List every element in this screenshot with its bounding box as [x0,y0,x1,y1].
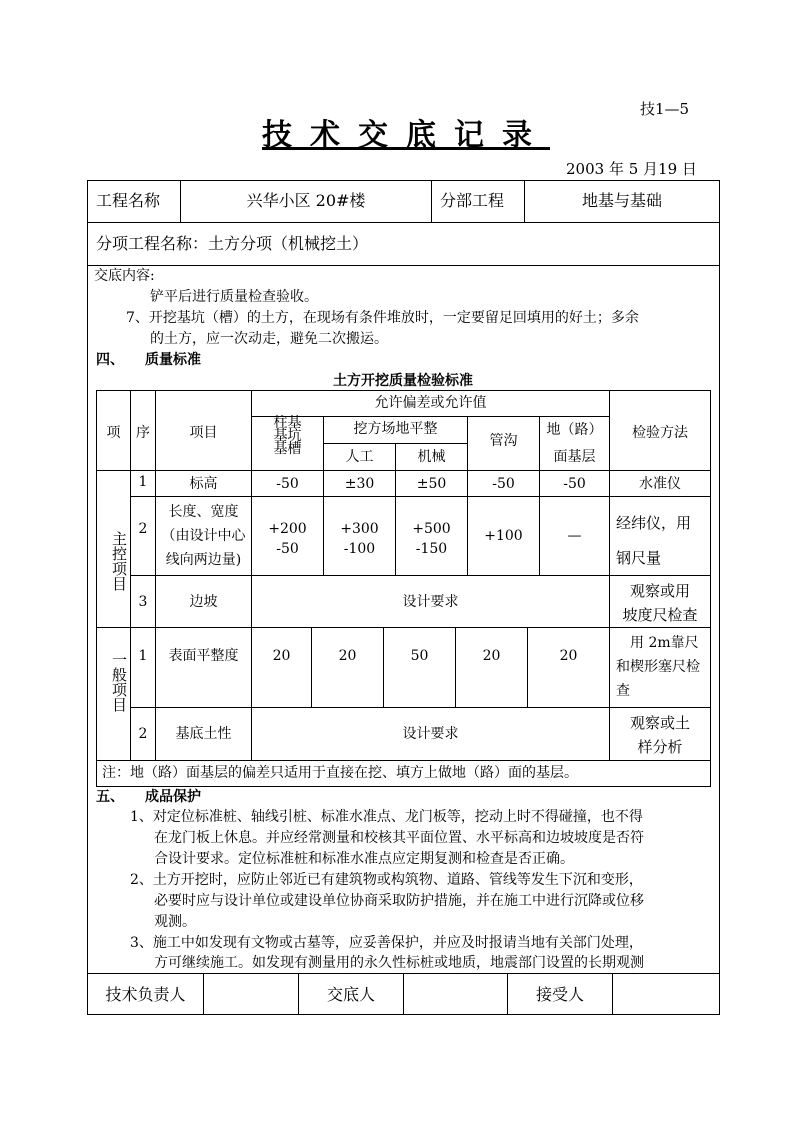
row-divider [87,265,720,266]
row-item-name: 表面平整度 [168,648,239,664]
row-value: 设计要求 [402,726,459,742]
row-seq: 2 [138,521,148,537]
row-item-name: 标高 [189,476,218,492]
frame-top [87,180,720,181]
group-general: 一般项目 [110,652,128,712]
document-code: 技1—5 [640,100,690,118]
row-value: ±50 [416,476,447,492]
row-value: — [567,528,582,544]
protection-paragraph-3: 3、施工中如发现有文物或古墓等，应妥善保护，并应及时报请当地有关部门处理， 方可继续施工。如发现有测量用的永久性标桩或地质，地震部门设置的长期观测 [130,935,644,971]
header-item-group: 项 [106,425,121,441]
header-allowed-deviation: 允许偏差或允许值 [374,395,487,411]
section-title: 质量标准 [145,352,201,368]
table-note: 注：地（路）面基层的偏差只适用于直接在挖、填方上做地（路）面的基层。 [102,765,578,781]
row-value: +100 [484,528,523,544]
row-method: 观察或用 坡度尺检查 [622,582,698,624]
page-title: 技术交底记录 [262,118,550,153]
row-item-name: 边坡 [189,594,218,610]
header-inspection-method: 检验方法 [632,425,688,441]
row-value: -50 [276,476,299,492]
row-seq: 1 [138,474,148,490]
row-seq: 2 [138,726,148,742]
row-seq: 1 [138,648,148,664]
row-method: 观察或土 样分析 [629,714,690,756]
division-label: 分部工程 [440,191,505,210]
group-main-control: 主控项目 [110,531,128,591]
protection-paragraph-2: 2、土方开挖时，应防止邻近已有建筑物或构筑物、道路、管线等发生下沉和变形， 必要时应与设计单位或建设单位协商采取防护措施，并在施工中进行沉降或位移 观测。 [130,872,644,930]
paragraph-text: 7、开挖基坑（槽）的土方，在现场有条件堆放时，一定要留足回填用的好土；多余 [126,310,639,326]
row-value: ±30 [344,476,375,492]
tech-lead-signature-field[interactable] [204,974,298,1014]
record-date: 2003 年 5 月19 日 [566,160,697,178]
row-value: +500 -150 [412,521,451,557]
paragraph-text: 铲平后进行质量检查验收。 [150,289,318,305]
receiver-label: 接受人 [535,985,584,1004]
header-item: 项目 [189,425,218,441]
row-method: 水准仪 [639,476,681,492]
header-road-base: 地（路） 面基层 [546,422,603,465]
row-value: +300 -100 [340,521,379,557]
row-value: -50 [563,476,586,492]
project-name-label: 工程名称 [96,191,161,210]
header-manual: 人工 [345,449,374,465]
row-value: 20 [559,648,578,664]
row-value: +200 -50 [268,521,307,557]
row-value: 20 [272,648,291,664]
row-method: 用 2m靠尺 和楔形塞尺检 查 [616,635,700,699]
row-value: 50 [410,648,429,664]
header-pile-pit-trench: 柱基 基坑 基槽 [273,415,302,457]
row-method: 经纬仪，用 钢尺量 [616,514,692,567]
row-seq: 3 [138,594,148,610]
section-number: 五、 [96,789,124,805]
row-value: 20 [338,648,357,664]
header-site-leveling: 挖方场地平整 [353,421,438,437]
row-item-name: 基底土性 [175,726,232,742]
content-label: 交底内容: [94,268,155,284]
row-item-name: 长度、宽度 （由设计中心 线向两边量) [161,504,246,568]
protection-paragraph-1: 1、对定位标准桩、轴线引桩、标准水准点、龙门板等，挖动上时不得碰撞，也不得 在龙门板上休息。并应经常测量和校核其平面位置、水平标高和边坡坡度是否符 合设计要求。定位标准桩和标准水准点应定期复测和检查是否正确。 [130,809,644,867]
tech-lead-label: 技术负责人 [105,985,186,1004]
row-divider [87,222,720,223]
row-value: 设计要求 [402,594,459,610]
row-value: -50 [492,476,515,492]
paragraph-text: 的土方，应一次动走，避免二次搬运。 [150,331,388,347]
frame-left [87,180,88,1015]
header-machine: 机械 [417,449,446,465]
briefer-label: 交底人 [326,985,375,1004]
project-name-value: 兴华小区 20#楼 [246,191,366,210]
table-caption: 土方开挖质量检验标准 [333,373,473,389]
receiver-signature-field[interactable] [613,974,719,1014]
col-divider [431,180,432,222]
section-number: 四、 [96,352,124,368]
header-seq: 序 [136,425,150,441]
subitem-name: 分项工程名称：土方分项（机械挖土） [96,234,369,253]
frame-bottom [87,1014,720,1015]
frame-right [719,180,720,1015]
briefer-signature-field[interactable] [404,974,507,1014]
header-pipe-trench: 管沟 [489,433,518,449]
section-title: 成品保护 [145,789,201,805]
division-value: 地基与基础 [581,191,662,210]
row-value: 20 [482,648,501,664]
